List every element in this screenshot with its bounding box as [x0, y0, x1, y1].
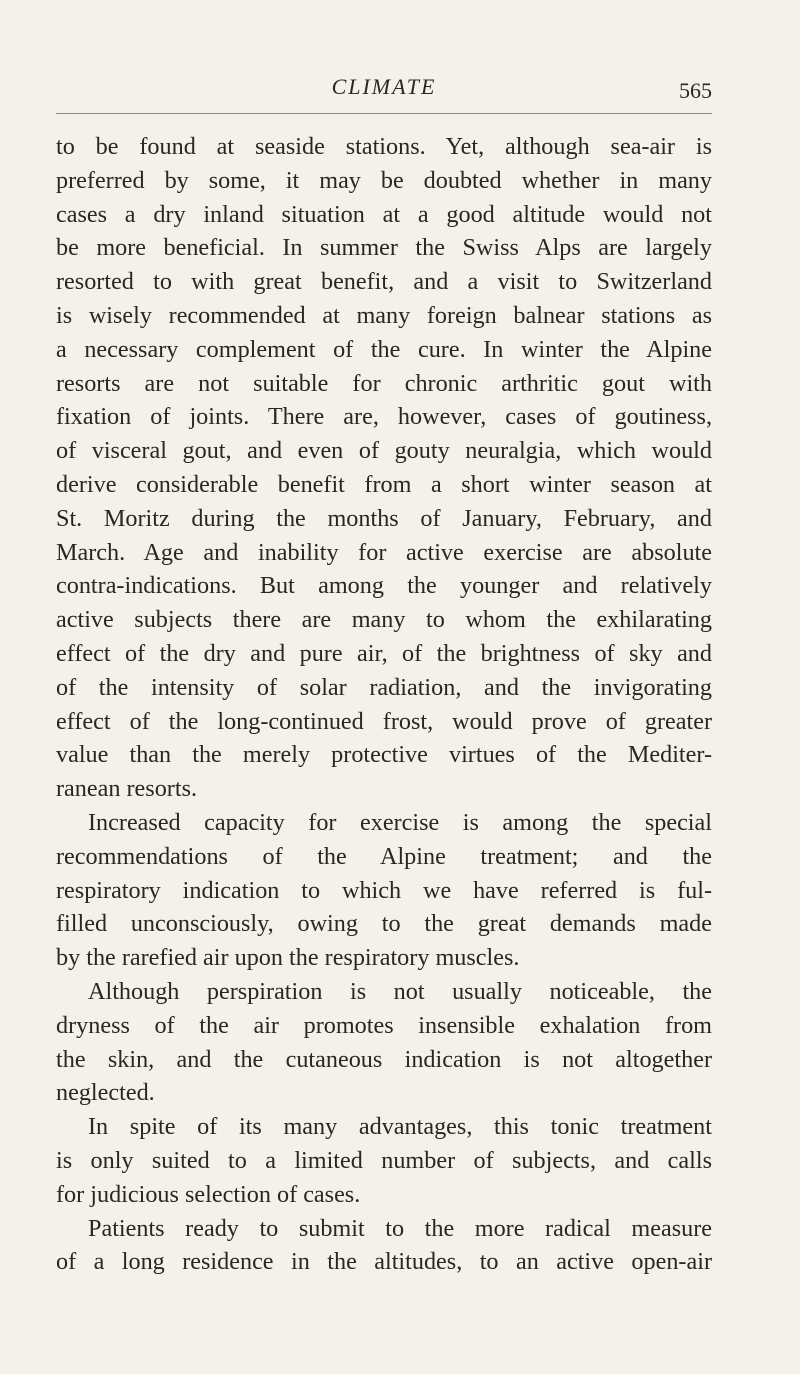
text-line: active subjects there are many to whom the exhilarating	[56, 606, 712, 634]
text-line: cases a dry inland situation at a good altitude would not	[56, 200, 712, 228]
text-line: for judicious selection of cases.	[56, 1180, 361, 1208]
page-number: 565	[679, 78, 712, 103]
text-line: ranean resorts.	[56, 775, 198, 803]
text-line: resorted to with great benefit, and a visit to Switzerland	[56, 268, 712, 296]
text-line: a necessary complement of the cure. In winter the Alpine	[56, 335, 712, 363]
text-line: is wisely recommended at many foreign balnear stations as	[56, 301, 712, 329]
text-line: Patients ready to submit to the more radical measure	[88, 1214, 712, 1242]
text-line: to be found at seaside stations. Yet, although sea-air is	[56, 133, 712, 160]
text-line: Although perspiration is not usually noticeable, the	[88, 977, 712, 1005]
text-line: value than the merely protective virtues of the Mediter-	[56, 741, 712, 769]
text-line: March. Age and inability for active exercise are absolute	[56, 538, 712, 566]
text-line: derive considerable benefit from a short winter season at	[56, 470, 712, 498]
text-line: effect of the dry and pure air, of the brightness of sky and	[56, 639, 712, 667]
running-head	[56, 74, 712, 114]
header-rule	[56, 113, 712, 114]
text-line: dryness of the air promotes insensible exhalation from	[56, 1011, 712, 1039]
text-line: of visceral gout, and even of gouty neuralgia, which would	[56, 437, 712, 465]
text-line: the skin, and the cutaneous indication is not altogether	[56, 1045, 712, 1073]
body-text	[56, 130, 712, 1279]
text-line: of a long residence in the altitudes, to an active open-air	[56, 1248, 712, 1276]
text-line: filled unconsciously, owing to the great demands made	[56, 910, 712, 938]
text-line: recommendations of the Alpine treatment; and the	[56, 842, 712, 870]
text-line: contra-indications. But among the younger and relatively	[56, 572, 712, 600]
running-title: CLIMATE	[331, 74, 437, 99]
text-line: preferred by some, it may be doubted whether in many	[56, 166, 712, 194]
text-line: respiratory indication to which we have referred is ful-	[56, 876, 712, 904]
text-line: Increased capacity for exercise is among the special	[88, 808, 712, 836]
text-line: be more beneficial. In summer the Swiss Alps are largely	[56, 234, 712, 262]
text-line: of the intensity of solar radiation, and the invigorating	[56, 673, 712, 701]
text-line: effect of the long-continued frost, would prove of greater	[56, 707, 712, 735]
text-line: resorts are not suitable for chronic arthritic gout with	[56, 369, 712, 397]
text-line: fixation of joints. There are, however, cases of goutiness,	[56, 403, 712, 431]
text-line: is only suited to a limited number of subjects, and calls	[56, 1146, 712, 1174]
text-line: by the rarefied air upon the respiratory muscles.	[56, 944, 520, 972]
text-line: In spite of its many advantages, this tonic treatment	[88, 1113, 712, 1141]
text-line: St. Moritz during the months of January, February, and	[56, 504, 712, 532]
text-line: neglected.	[56, 1079, 155, 1107]
